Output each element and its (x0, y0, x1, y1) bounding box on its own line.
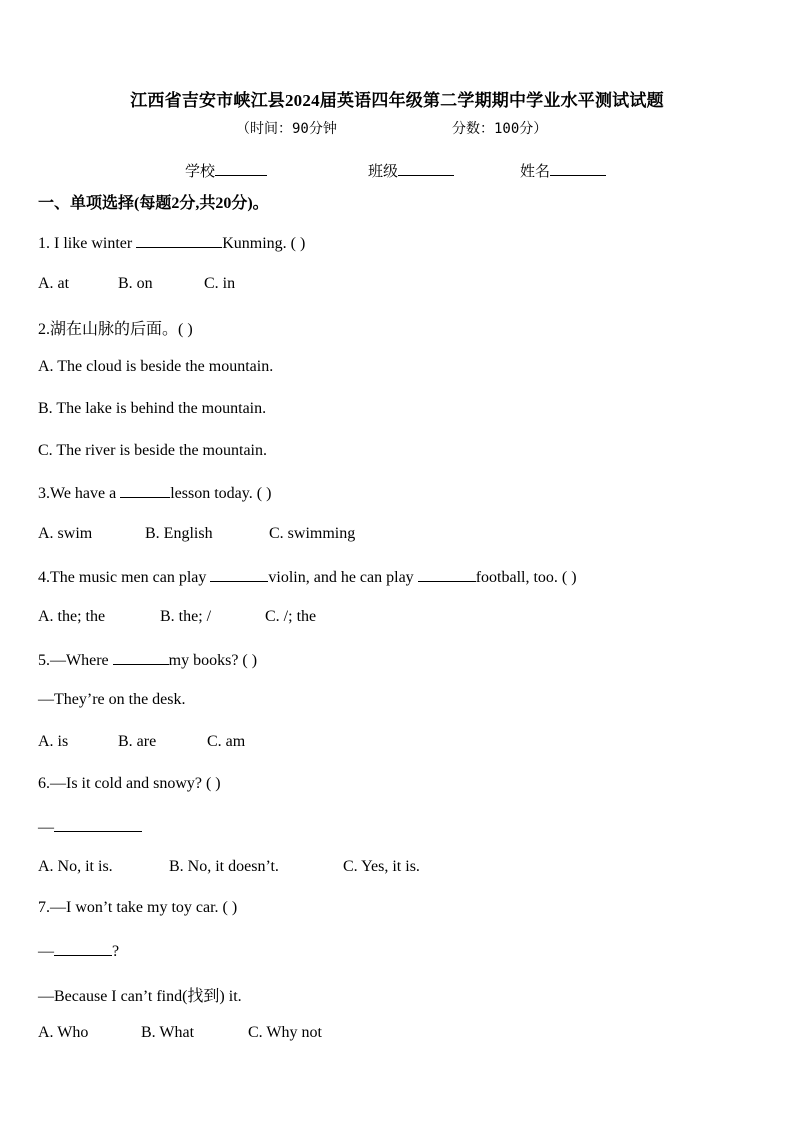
option-b[interactable]: B. English (145, 525, 213, 542)
page-title: 江西省吉安市峡江县2024届英语四年级第二学期期中学业水平测试试题 (130, 91, 664, 110)
answer-blank[interactable] (54, 817, 142, 832)
question-text: 5.—Where (38, 652, 113, 669)
dash: — (38, 819, 54, 836)
option-b[interactable]: B. What (141, 1024, 195, 1041)
question-2: 2.湖在山脉的后面。( ) (38, 321, 193, 338)
option-b[interactable]: B. The lake is behind the mountain. (38, 400, 267, 417)
option-a[interactable]: A. The cloud is beside the mountain. (38, 358, 274, 375)
option-c[interactable]: C. Why not (248, 1024, 322, 1041)
question-1 (38, 233, 305, 253)
question-4 (38, 567, 577, 587)
question-text: 3.We have a (38, 485, 121, 502)
answer-blank[interactable] (113, 650, 169, 665)
options-1 (38, 275, 738, 295)
school-label: 学校 (185, 164, 216, 180)
answer-blank[interactable] (210, 567, 268, 582)
option-b[interactable]: B. are (118, 733, 157, 750)
options-6 (38, 858, 738, 878)
question-mark: ? (112, 943, 120, 960)
question-text: my books? ( ) (168, 652, 258, 669)
option-b[interactable]: B. the; / (160, 608, 212, 625)
option-a[interactable]: A. the; the (38, 608, 106, 625)
name-field[interactable] (520, 160, 606, 181)
exam-time: （时间：90分钟 (236, 121, 337, 137)
question-text: 1. I like winter (38, 235, 137, 252)
answer-blank[interactable] (136, 233, 222, 248)
class-blank[interactable] (398, 161, 454, 176)
option-a[interactable]: A. swim (38, 525, 93, 542)
school-field[interactable] (185, 160, 267, 181)
name-label: 姓名 (520, 164, 551, 180)
option-b[interactable]: B. on (118, 275, 153, 292)
answer-blank[interactable] (120, 483, 170, 498)
option-b[interactable]: B. No, it doesn’t. (169, 858, 279, 875)
options-5 (38, 733, 738, 753)
options-3 (38, 525, 738, 545)
options-7 (38, 1024, 738, 1044)
option-c[interactable]: C. in (204, 275, 236, 292)
answer-blank[interactable] (418, 567, 476, 582)
option-a[interactable]: A. No, it is. (38, 858, 113, 875)
question-5 (38, 650, 257, 670)
class-field[interactable] (368, 160, 454, 181)
answer-line: —They’re on the desk. (38, 691, 186, 708)
question-text: lesson today. ( ) (170, 485, 272, 502)
section-heading: 一、单项选择(每题2分,共20分)。 (38, 195, 269, 212)
question-text: Kunming. ( ) (222, 235, 306, 252)
options-4 (38, 608, 738, 628)
question-text: 4.The music men can play (38, 569, 211, 586)
answer-blank[interactable] (54, 941, 112, 956)
option-c[interactable]: C. The river is beside the mountain. (38, 442, 267, 459)
answer-line (38, 941, 119, 961)
option-c[interactable]: C. Yes, it is. (343, 858, 420, 875)
name-blank[interactable] (550, 161, 606, 176)
option-a[interactable]: A. at (38, 275, 70, 292)
question-7: 7.—I won’t take my toy car. ( ) (38, 899, 238, 916)
option-a[interactable]: A. is (38, 733, 69, 750)
dash: — (38, 943, 54, 960)
question-text: violin, and he can play (268, 569, 418, 586)
question-text: football, too. ( ) (475, 569, 577, 586)
option-a[interactable]: A. Who (38, 1024, 89, 1041)
question-3 (38, 483, 271, 503)
question-6: 6.—Is it cold and snowy? ( ) (38, 775, 221, 792)
exam-score: 分数：100分） (452, 121, 548, 137)
school-blank[interactable] (215, 161, 267, 176)
answer-line: —Because I can’t find(找到) it. (38, 988, 242, 1005)
option-c[interactable]: C. am (207, 733, 246, 750)
answer-line (38, 817, 142, 837)
option-c[interactable]: C. swimming (269, 525, 356, 542)
option-c[interactable]: C. /; the (265, 608, 317, 625)
class-label: 班级 (368, 164, 399, 180)
